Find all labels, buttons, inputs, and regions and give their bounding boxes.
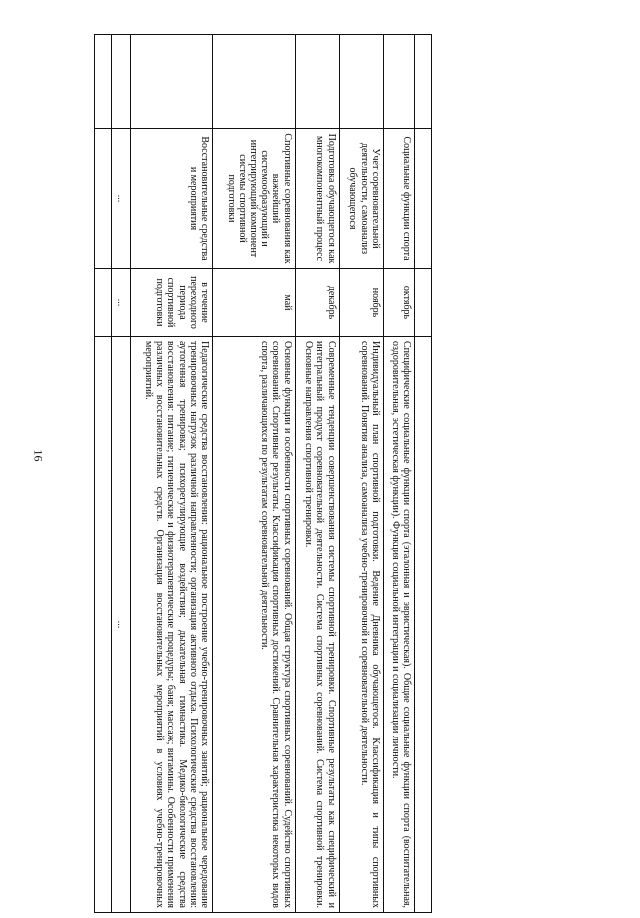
row-label-cell (295, 35, 339, 129)
page-number: 16 (31, 449, 46, 462)
rotated-page-content (94, 34, 432, 912)
program-table (94, 34, 432, 913)
topic-cell: Учет соревновательной деятельности, самоанализ обучающегося (339, 129, 383, 269)
row-label-cell (130, 35, 212, 129)
empty-cell (415, 129, 432, 269)
content-cell: Индивидуальный план спортивной подготовки. Ведение Дневника обучающегося. Классификация и типы спортивных соревнований. Понятия анализа, самоанализа учебно-тренировочной и соревновательной деятельности. (339, 337, 383, 913)
table-row-empty (95, 35, 112, 913)
row-label-cell (213, 35, 295, 129)
empty-cell (95, 269, 112, 337)
table-row-ellipsis (112, 35, 131, 913)
period-cell: в течение переходного периода спортивной подготовки (130, 269, 212, 337)
content-cell: Педагогические средства восстановления: рациональное построение учебно-тренировочных занятий; рациональное чередование тренировочных нагрузок различной направленности; организация активного отдыха. Психологические средства восстановления: аутогенная тренировка; психорегулирующие воздействия; дыхательная гимнастика. Медико-биологические средства восстановления: питание; гигиенические и физиотерапевтические процедуры; баня; массаж; витамины. Особенности применения различных восстановительных средств. Организация восстановительных мероприятий в условиях учебно-тренировочных мероприятий. (130, 337, 212, 913)
empty-cell (95, 35, 112, 129)
table-row (383, 35, 414, 913)
period-cell: декабрь (295, 269, 339, 337)
empty-cell (415, 337, 432, 913)
empty-cell (95, 337, 112, 913)
empty-cell (415, 35, 432, 129)
row-label-cell (112, 35, 131, 129)
row-label-cell (339, 35, 383, 129)
table-row (130, 35, 212, 913)
period-cell: ... (112, 269, 131, 337)
table-row (339, 35, 383, 913)
content-cell: ... (112, 337, 131, 913)
table-row (213, 35, 295, 913)
table-row-empty (415, 35, 432, 913)
empty-cell (415, 269, 432, 337)
row-label-cell (383, 35, 414, 129)
topic-cell: Социальные функции спорта (383, 129, 414, 269)
empty-cell (95, 129, 112, 269)
content-cell: Основные функции и особенности спортивных соревнований. Общая структура спортивных соревнований. Судейство спортивных соревнований. Спортивные результаты. Классификация спортивных достижений. Сравнительная характеристика некоторых видов спорта, различающихся по результатам соревновательной деятельности. (213, 337, 295, 913)
content-cell: Специфические социальные функции спорта (эталонная и эвристическая). Общие социальные функции спорта (воспитательная, оздоровительная, эстетическая функции). Функция социальной интеграции и социализации личности. (383, 337, 414, 913)
content-cell: Современные тенденции совершенствования системы спортивной тренировки. Спортивные результаты как специфический и интегральный продукт соревновательной деятельности. Система спортивных соревнований. Система спортивной тренировки. Основные направления спортивной тренировки. (295, 337, 339, 913)
topic-cell: Подготовка обучающегося как многокомпонентный процесс (295, 129, 339, 269)
table-row (295, 35, 339, 913)
topic-cell: Восстановительные средства и мероприятия (130, 129, 212, 269)
topic-cell: ... (112, 129, 131, 269)
topic-cell: Спортивные соревнования как важнейший системообразующий и интегрирующий компонент системы спортивной подготовки (213, 129, 295, 269)
period-cell: май (213, 269, 295, 337)
period-cell: октябрь (383, 269, 414, 337)
period-cell: ноябрь (339, 269, 383, 337)
